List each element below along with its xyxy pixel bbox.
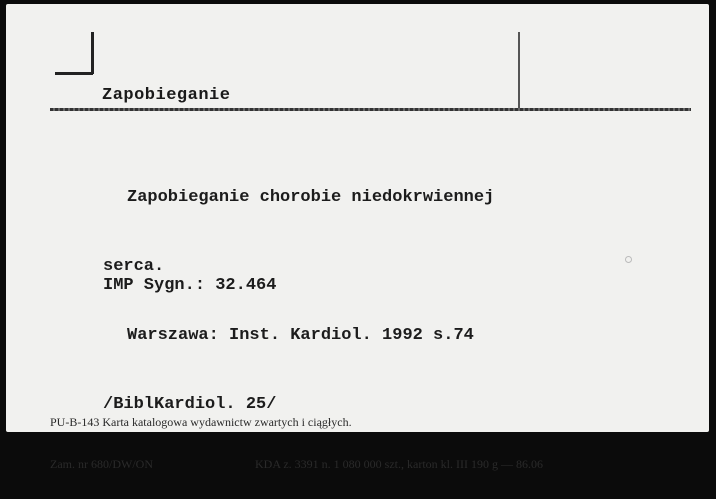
- column-divider: [518, 32, 520, 108]
- heading-rule: [50, 108, 691, 111]
- card-footer: [50, 387, 543, 499]
- footer-order-number: Zam. nr 680/DW/ON: [50, 457, 153, 471]
- call-number: IMP Sygn.: 32.464: [103, 276, 277, 295]
- card-heading: Zapobieganie: [102, 86, 231, 105]
- corner-mark-vertical: [91, 32, 94, 74]
- publication-line: Warszawa: Inst. Kardiol. 1992 s.74: [127, 326, 474, 345]
- corner-mark-horizontal: [55, 72, 93, 75]
- catalog-card: [6, 4, 709, 471]
- footer-print-info: KDA z. 3391 n. 1 080 000 szt., karton kl. III 190 g — 86.06: [255, 457, 543, 471]
- footer-line-1: PU-B-143 Karta katalogowa wydawnictw zwartych i ciągłych.: [50, 415, 352, 429]
- title-line-2: serca.: [103, 257, 165, 276]
- punch-mark: [625, 256, 632, 263]
- series-line: /BiblKardiol. 25/: [103, 395, 277, 414]
- title-line-1: Zapobieganie chorobie niedokrwiennej: [127, 188, 495, 207]
